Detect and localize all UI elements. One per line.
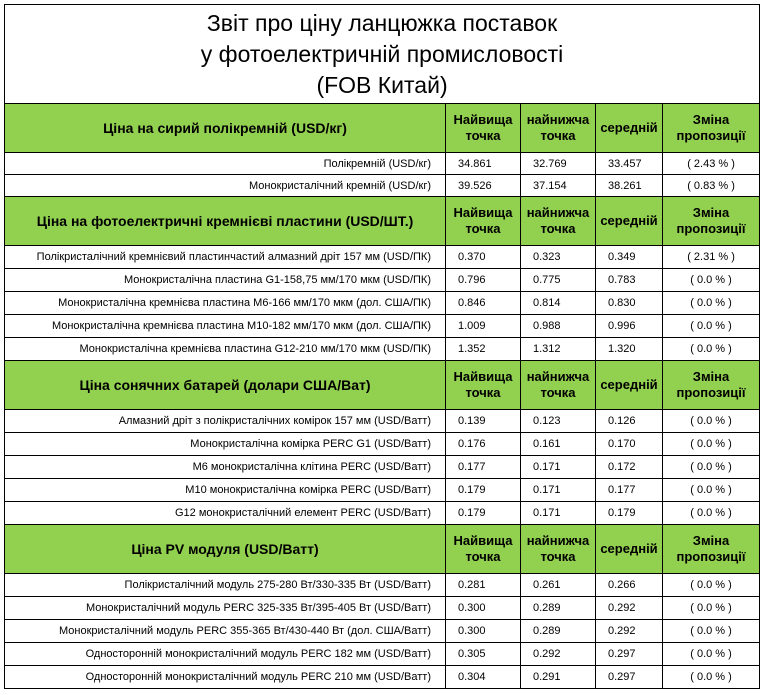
change-value: ( 0.0 % ) (663, 269, 760, 292)
product-name: Алмазний дріт з полікристалічних комірок 157 мм (USD/Ватт) (5, 410, 446, 433)
avg-value: 0.170 (596, 433, 663, 456)
report-title (5, 5, 760, 104)
column-header-high: Найвища точка (446, 361, 521, 410)
column-header-low: найнижча точка (521, 525, 596, 574)
avg-value: 0.292 (596, 597, 663, 620)
column-header-avg: середній (596, 525, 663, 574)
avg-value: 1.320 (596, 338, 663, 361)
low-value: 32.769 (521, 153, 596, 175)
column-header-low: найнижча точка (521, 104, 596, 153)
avg-value: 33.457 (596, 153, 663, 175)
column-header-change: Зміна пропозиції (663, 525, 760, 574)
avg-value: 0.297 (596, 666, 663, 689)
high-value: 0.281 (446, 574, 521, 597)
product-name: M6 монокристалічна клітина PERC (USD/Ватт) (5, 456, 446, 479)
table-row (5, 292, 760, 315)
product-name: Монокристалічна комірка PERC G1 (USD/Ватт) (5, 433, 446, 456)
product-name: Монокристалічна пластина G1-158,75 мм/170 мкм (USD/ПК) (5, 269, 446, 292)
avg-value: 0.126 (596, 410, 663, 433)
product-name: Монокристалічний кремній (USD/кг) (5, 175, 446, 197)
table-row (5, 433, 760, 456)
table-row (5, 175, 760, 197)
column-header-low: найнижча точка (521, 197, 596, 246)
table-row (5, 153, 760, 175)
avg-value: 0.179 (596, 502, 663, 525)
section-title: Ціна сонячних батарей (долари США/Ват) (5, 361, 446, 410)
product-name: Односторонній монокристалічний модуль PERC 182 мм (USD/Ватт) (5, 643, 446, 666)
high-value: 1.009 (446, 315, 521, 338)
avg-value: 0.996 (596, 315, 663, 338)
section-title: Ціна PV модуля (USD/Ватт) (5, 525, 446, 574)
table-row (5, 574, 760, 597)
table-row (5, 502, 760, 525)
table-row (5, 597, 760, 620)
column-header-change: Зміна пропозиції (663, 197, 760, 246)
low-value: 37.154 (521, 175, 596, 197)
low-value: 0.775 (521, 269, 596, 292)
column-header-high: Найвища точка (446, 104, 521, 153)
change-value: ( 2.43 % ) (663, 153, 760, 175)
product-name: Монокристалічний модуль PERC 325-335 Вт/395-405 Вт (USD/Ватт) (5, 597, 446, 620)
change-value: ( 0.0 % ) (663, 620, 760, 643)
low-value: 0.261 (521, 574, 596, 597)
high-value: 0.304 (446, 666, 521, 689)
avg-value: 0.830 (596, 292, 663, 315)
avg-value: 38.261 (596, 175, 663, 197)
change-value: ( 0.0 % ) (663, 643, 760, 666)
avg-value: 0.177 (596, 479, 663, 502)
high-value: 0.370 (446, 246, 521, 269)
low-value: 0.171 (521, 502, 596, 525)
title-row (5, 5, 760, 104)
change-value: ( 0.0 % ) (663, 574, 760, 597)
high-value: 0.179 (446, 502, 521, 525)
table-row (5, 410, 760, 433)
column-header-avg: середній (596, 361, 663, 410)
change-value: ( 0.0 % ) (663, 479, 760, 502)
product-name: Монокристалічний модуль PERC 355-365 Вт/430-440 Вт (дол. США/Ватт) (5, 620, 446, 643)
low-value: 0.161 (521, 433, 596, 456)
column-header-change: Зміна пропозиції (663, 361, 760, 410)
section-header-row (5, 525, 760, 574)
title-line-1: Звіт про ціну ланцюжка поставок (206, 9, 558, 36)
change-value: ( 0.0 % ) (663, 456, 760, 479)
title-line-3: (FOB Китай) (316, 71, 448, 98)
product-name: Полікристалічний модуль 275-280 Вт/330-335 Вт (USD/Ватт) (5, 574, 446, 597)
avg-value: 0.297 (596, 643, 663, 666)
table-row (5, 315, 760, 338)
avg-value: 0.172 (596, 456, 663, 479)
report-body (5, 5, 760, 689)
table-row (5, 620, 760, 643)
avg-value: 0.292 (596, 620, 663, 643)
column-header-low: найнижча точка (521, 361, 596, 410)
change-value: ( 0.0 % ) (663, 502, 760, 525)
high-value: 0.139 (446, 410, 521, 433)
table-row (5, 479, 760, 502)
avg-value: 0.783 (596, 269, 663, 292)
product-name: Монокристалічна кремнієва пластина M10-182 мм/170 мкм (дол. США/ПК) (5, 315, 446, 338)
product-name: Монокристалічна кремнієва пластина M6-166 мм/170 мкм (дол. США/ПК) (5, 292, 446, 315)
high-value: 0.846 (446, 292, 521, 315)
change-value: ( 0.0 % ) (663, 338, 760, 361)
low-value: 0.323 (521, 246, 596, 269)
product-name: Односторонній монокристалічний модуль PERC 210 мм (USD/Ватт) (5, 666, 446, 689)
high-value: 1.352 (446, 338, 521, 361)
section-header-row (5, 197, 760, 246)
product-name: G12 монокристалічний елемент PERC (USD/Ватт) (5, 502, 446, 525)
change-value: ( 0.0 % ) (663, 410, 760, 433)
change-value: ( 0.0 % ) (663, 433, 760, 456)
low-value: 1.312 (521, 338, 596, 361)
table-row (5, 666, 760, 689)
change-value: ( 0.0 % ) (663, 292, 760, 315)
change-value: ( 2.31 % ) (663, 246, 760, 269)
change-value: ( 0.0 % ) (663, 666, 760, 689)
column-header-change: Зміна пропозиції (663, 104, 760, 153)
high-value: 0.796 (446, 269, 521, 292)
low-value: 0.289 (521, 597, 596, 620)
high-value: 39.526 (446, 175, 521, 197)
section-title: Ціна на фотоелектричні кремнієві пластини (USD/ШТ.) (5, 197, 446, 246)
high-value: 0.177 (446, 456, 521, 479)
high-value: 0.179 (446, 479, 521, 502)
section-header-row (5, 104, 760, 153)
high-value: 34.861 (446, 153, 521, 175)
column-header-avg: середній (596, 197, 663, 246)
table-row (5, 456, 760, 479)
low-value: 0.292 (521, 643, 596, 666)
low-value: 0.171 (521, 479, 596, 502)
high-value: 0.305 (446, 643, 521, 666)
low-value: 0.171 (521, 456, 596, 479)
high-value: 0.176 (446, 433, 521, 456)
change-value: ( 0.83 % ) (663, 175, 760, 197)
table-row (5, 269, 760, 292)
title-line-2: у фотоелектричній промисловості (200, 40, 564, 67)
price-report-table (4, 4, 760, 689)
product-name: Полікремній (USD/кг) (5, 153, 446, 175)
low-value: 0.123 (521, 410, 596, 433)
avg-value: 0.266 (596, 574, 663, 597)
table-row (5, 643, 760, 666)
table-row (5, 246, 760, 269)
column-header-high: Найвища точка (446, 525, 521, 574)
product-name: Полікристалічний кремнієвий пластинчастий алмазний дріт 157 мм (USD/ПК) (5, 246, 446, 269)
low-value: 0.988 (521, 315, 596, 338)
column-header-avg: середній (596, 104, 663, 153)
low-value: 0.289 (521, 620, 596, 643)
high-value: 0.300 (446, 620, 521, 643)
section-title: Ціна на сирий полікремній (USD/кг) (5, 104, 446, 153)
change-value: ( 0.0 % ) (663, 315, 760, 338)
avg-value: 0.349 (596, 246, 663, 269)
change-value: ( 0.0 % ) (663, 597, 760, 620)
product-name: M10 монокристалічна комірка PERC (USD/Ватт) (5, 479, 446, 502)
table-row (5, 338, 760, 361)
low-value: 0.814 (521, 292, 596, 315)
section-header-row (5, 361, 760, 410)
low-value: 0.291 (521, 666, 596, 689)
high-value: 0.300 (446, 597, 521, 620)
product-name: Монокристалічна кремнієва пластина G12-210 мм/170 мкм (USD/ПК) (5, 338, 446, 361)
column-header-high: Найвища точка (446, 197, 521, 246)
